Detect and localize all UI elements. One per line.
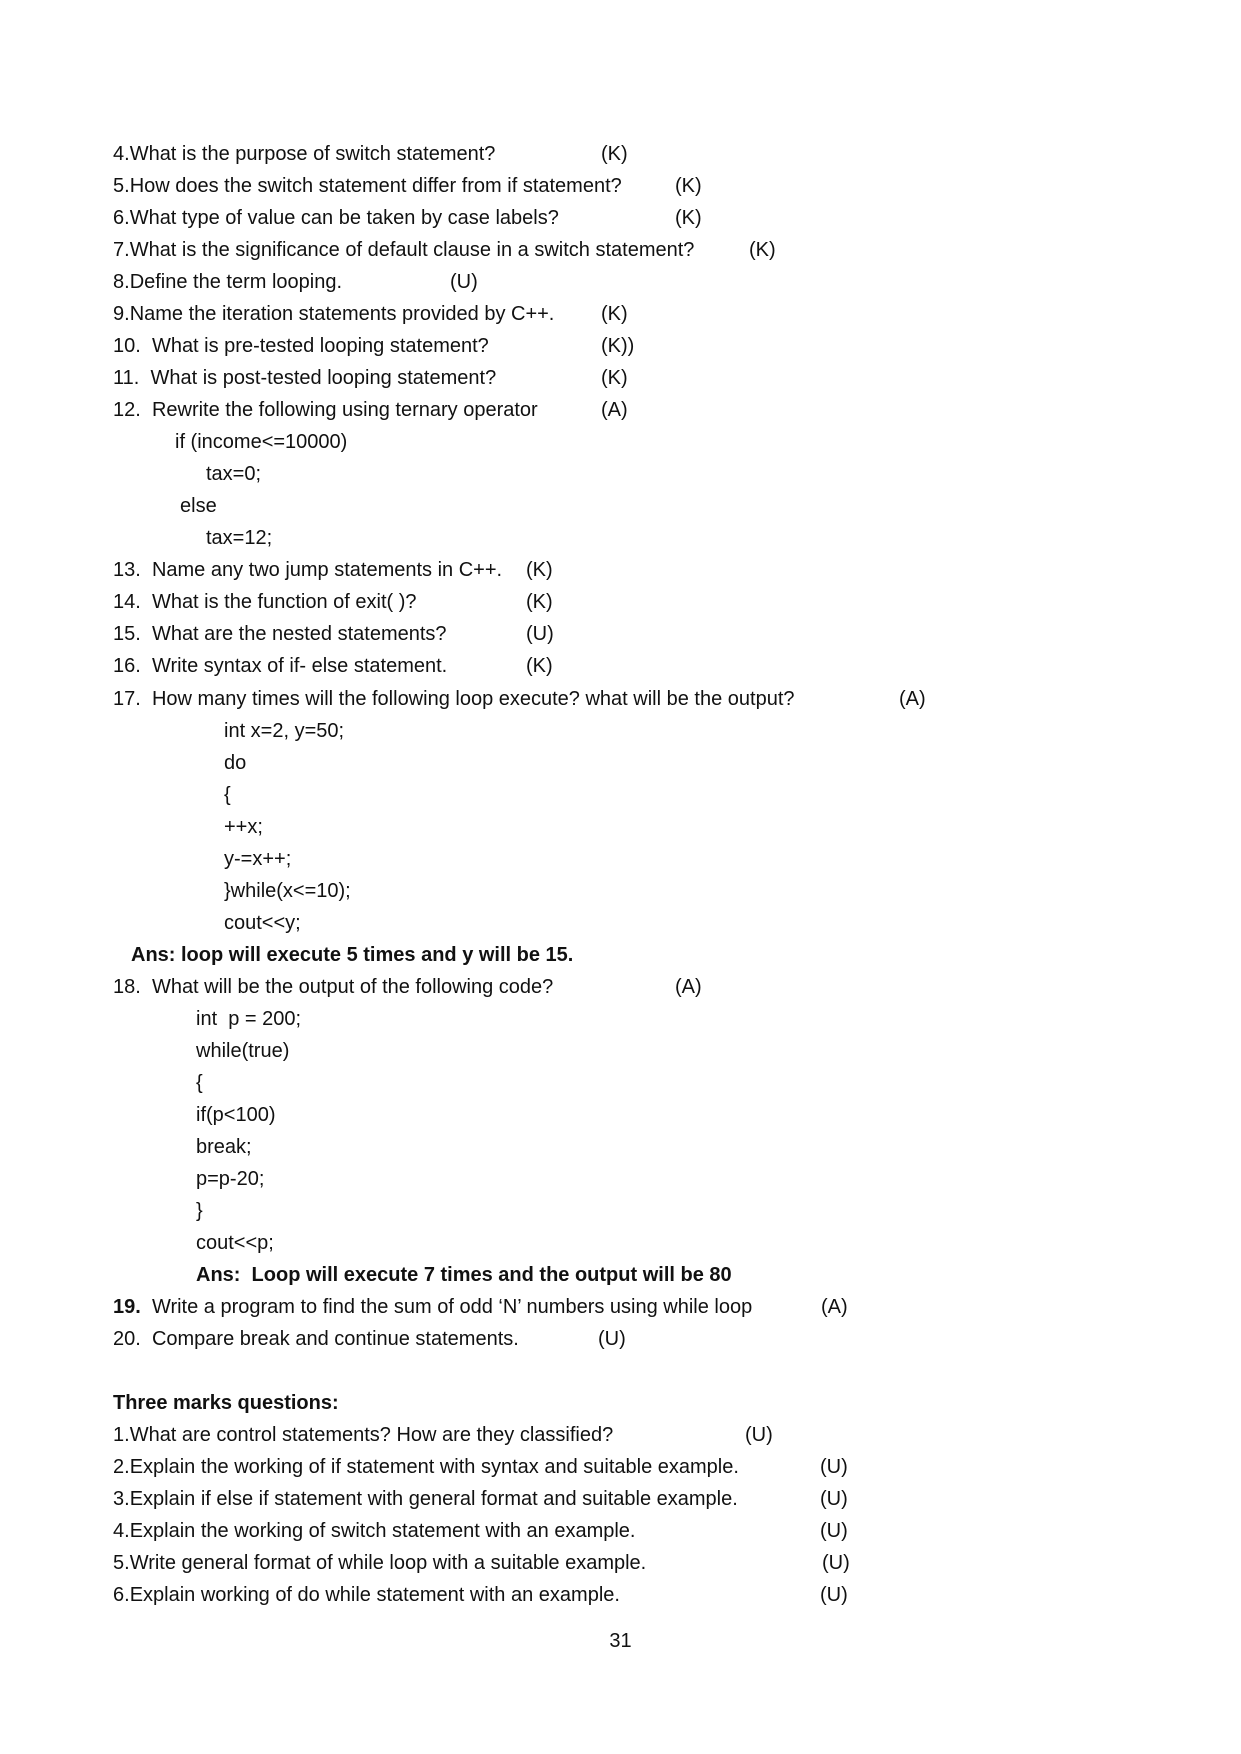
- code-line: ++x;: [224, 816, 263, 838]
- three-marks-question-5: 5.Write general format of while loop with a suitable example.: [113, 1552, 647, 1574]
- three-marks-question-6-tag: (U): [820, 1584, 848, 1606]
- question-12: 12. Rewrite the following using ternary operator: [113, 399, 538, 421]
- question-5: 5.How does the switch statement differ from if statement?: [113, 175, 622, 197]
- question-4: 4.What is the purpose of switch statement?: [113, 143, 496, 165]
- question-11: 11. What is post-tested looping statement?: [113, 367, 497, 389]
- code-line: }: [196, 1200, 203, 1222]
- question-16-tag: (K): [526, 655, 553, 677]
- three-marks-question-2-tag: (U): [820, 1456, 848, 1478]
- code-line: tax=12;: [206, 527, 273, 549]
- question-12-tag: (A): [601, 399, 628, 421]
- section-heading: Three marks questions:: [113, 1392, 339, 1414]
- code-line: else: [180, 495, 217, 517]
- question-9: 9.Name the iteration statements provided by C++.: [113, 303, 555, 325]
- three-marks-question-4: 4.Explain the working of switch statement with an example.: [113, 1520, 636, 1542]
- question-19: 19. Write a program to find the sum of odd ‘N’ numbers using while loop: [113, 1296, 753, 1318]
- question-20-tag: (U): [598, 1328, 626, 1350]
- question-6: 6.What type of value can be taken by case labels?: [113, 207, 559, 229]
- code-line: {: [196, 1072, 203, 1094]
- code-line: int x=2, y=50;: [224, 720, 345, 742]
- three-marks-question-4-tag: (U): [820, 1520, 848, 1542]
- question-8-tag: (U): [450, 271, 478, 293]
- code-line: {: [224, 784, 231, 806]
- code-line: if(p<100): [196, 1104, 276, 1126]
- question-10: 10. What is pre-tested looping statement?: [113, 335, 489, 357]
- code-line: if (income<=10000): [175, 431, 348, 453]
- three-marks-question-6: 6.Explain working of do while statement with an example.: [113, 1584, 620, 1606]
- three-marks-question-1-tag: (U): [745, 1424, 773, 1446]
- question-17: 17. How many times will the following loop execute? what will be the output?: [113, 688, 795, 710]
- question-7-tag: (K): [749, 239, 776, 261]
- code-line: while(true): [196, 1040, 290, 1062]
- question-4-tag: (K): [601, 143, 628, 165]
- question-14-tag: (K): [526, 591, 553, 613]
- question-20: 20. Compare break and continue statements.: [113, 1328, 519, 1350]
- code-line: p=p-20;: [196, 1168, 265, 1190]
- code-line: do: [224, 752, 247, 774]
- code-line: tax=0;: [206, 463, 262, 485]
- question-9-tag: (K): [601, 303, 628, 325]
- code-line: cout<<y;: [224, 912, 301, 934]
- question-13: 13. Name any two jump statements in C++.: [113, 559, 503, 581]
- code-line: }while(x<=10);: [224, 880, 351, 902]
- three-marks-question-2: 2.Explain the working of if statement with syntax and suitable example.: [113, 1456, 739, 1478]
- three-marks-question-1: 1.What are control statements? How are they classified?: [113, 1424, 614, 1446]
- question-19-tag: (A): [821, 1296, 848, 1318]
- three-marks-question-5-tag: (U): [822, 1552, 850, 1574]
- question-16: 16. Write syntax of if- else statement.: [113, 655, 448, 677]
- code-line: y-=x++;: [224, 848, 292, 870]
- code-line: int p = 200;: [196, 1008, 302, 1030]
- question-15: 15. What are the nested statements?: [113, 623, 447, 645]
- code-line: break;: [196, 1136, 252, 1158]
- question-5-tag: (K): [675, 175, 702, 197]
- question-13-tag: (K): [526, 559, 553, 581]
- answer-q17: Ans: loop will execute 5 times and y will be 15.: [131, 944, 574, 966]
- question-18: 18. What will be the output of the following code?: [113, 976, 554, 998]
- answer-q18: Ans: Loop will execute 7 times and the output will be 80: [196, 1264, 732, 1286]
- question-15-tag: (U): [526, 623, 554, 645]
- page-number: 31: [609, 1630, 632, 1652]
- question-7: 7.What is the significance of default clause in a switch statement?: [113, 239, 695, 261]
- three-marks-question-3-tag: (U): [820, 1488, 848, 1510]
- question-11-tag: (K): [601, 367, 628, 389]
- code-line: cout<<p;: [196, 1232, 274, 1254]
- question-17-tag: (A): [899, 688, 926, 710]
- question-10-tag: (K)): [601, 335, 635, 357]
- question-8: 8.Define the term looping.: [113, 271, 343, 293]
- three-marks-question-3: 3.Explain if else if statement with general format and suitable example.: [113, 1488, 738, 1510]
- question-14: 14. What is the function of exit( )?: [113, 591, 417, 613]
- question-18-tag: (A): [675, 976, 702, 998]
- question-6-tag: (K): [675, 207, 702, 229]
